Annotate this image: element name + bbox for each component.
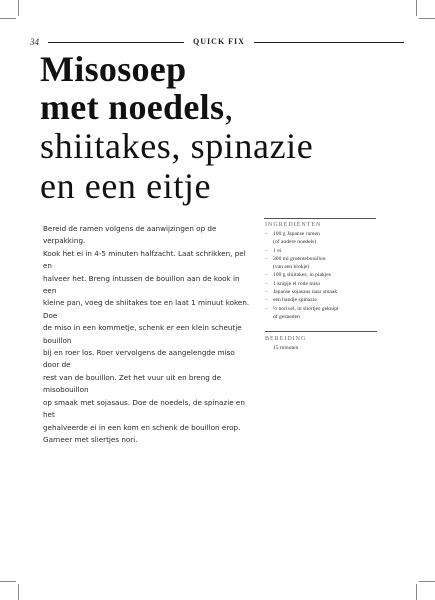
preparation-time: 15 minuten [273, 345, 299, 352]
ingredient-item [265, 263, 385, 271]
ingredient-item [265, 296, 385, 304]
crop-mark [18, 0, 19, 16]
section-label: QUICK FIX [193, 37, 245, 46]
method-line: Bereid de ramen volgens de aanwijzingen op de verpakking. [43, 224, 217, 246]
preparation-rule [265, 331, 377, 332]
ingredient-text: 1 ei [273, 247, 282, 254]
page-number: 34 [30, 37, 39, 47]
ingredient-text: (of andere noedels) [273, 239, 317, 246]
header-rule-right [254, 42, 404, 43]
crop-mark [419, 581, 435, 582]
ingredient-dash: – [265, 289, 268, 296]
ingredient-dash: – [265, 231, 268, 237]
crop-mark [0, 581, 16, 582]
ingredient-item [265, 313, 385, 321]
ingredient-text: 100 g shiitakes, in plakjes [273, 272, 331, 279]
title-line-4: en een eitje [40, 166, 212, 206]
preparation-heading: BEREIDING [265, 336, 307, 343]
title-line-2-comma: , [224, 87, 234, 127]
ingredient-item [265, 280, 385, 288]
ingredient-text: een handje spinazie [273, 297, 317, 304]
ingredient-item [265, 230, 385, 238]
title-line-2-bold: met noedels [40, 87, 225, 127]
crop-mark [419, 18, 435, 19]
ingredient-dash: – [265, 255, 268, 262]
ingredient-dash: – [265, 280, 268, 287]
ingredients-heading: INGREDIËNTEN [265, 222, 322, 228]
method-line: halveer het. Breng intussen de bouillon aan de kook in een [43, 273, 240, 296]
title-line-3: shiitakes, spinazie [40, 126, 314, 166]
ingredient-item [265, 247, 385, 255]
ingredient-item [265, 288, 385, 296]
ingredient-item [265, 305, 385, 313]
method-line: rest van de bouillon. Zet het vuur uit en breng de misobouillon [43, 372, 222, 395]
ingredient-item [265, 238, 385, 246]
crop-mark [416, 584, 417, 600]
ingredients-list [265, 230, 385, 321]
method-line: de miso in een kommetje, schenk er een klein scheutje bouillon [43, 323, 242, 345]
method-line: op smaak met sojasaus. Doe de noedels, de spinazie en het [43, 397, 245, 420]
method-line: bij en roer los. Roer vervolgens de aangelengde miso door de [43, 348, 235, 370]
ingredient-text: 1 knipje el rode miso [273, 280, 321, 287]
crop-mark [18, 584, 19, 600]
crop-mark [0, 18, 16, 19]
ingredient-text: of gesneden [273, 313, 300, 320]
ingredient-text: Japanse sojasaus naar smaak [273, 289, 338, 296]
ingredients-rule [264, 218, 376, 219]
ingredient-dash [265, 238, 273, 246]
ingredient-dash: – [265, 305, 268, 312]
title-line-2 [40, 88, 420, 126]
ingredient-dash [265, 263, 273, 271]
crop-mark [416, 0, 417, 16]
ingredient-text: (van een blokje) [273, 264, 310, 271]
ingredient-text: ½ norivel, in sliertjes geknipt [273, 305, 339, 312]
method-text [43, 223, 253, 446]
ingredient-dash: – [265, 272, 268, 279]
ingredients-panel [265, 222, 385, 352]
ingredient-dash: – [265, 247, 268, 254]
method-line: Kook het ei in 4-5 minuten halfzacht. Laat schrikken, pel en [43, 248, 246, 271]
method-line: Garneer met sliertjes nori. [43, 434, 138, 444]
ingredient-item [265, 271, 385, 279]
header-rule-left [48, 42, 184, 43]
method-line: gehalveerde ei in een kom en schenk de bouillon erop. [43, 422, 241, 432]
ingredient-dash [265, 313, 273, 321]
title-line-1: Misosoep [40, 49, 187, 89]
ingredient-dash: – [265, 297, 268, 304]
ingredient-text: 100 g Japanse ramen [273, 231, 320, 237]
ingredient-text: 300 ml groentebouillon [273, 255, 326, 262]
method-line: kleine pan, voeg de shiitakes toe en laat 1 minuut koken. Doe [43, 298, 250, 320]
ingredient-item [265, 255, 385, 263]
recipe-title [40, 50, 420, 206]
